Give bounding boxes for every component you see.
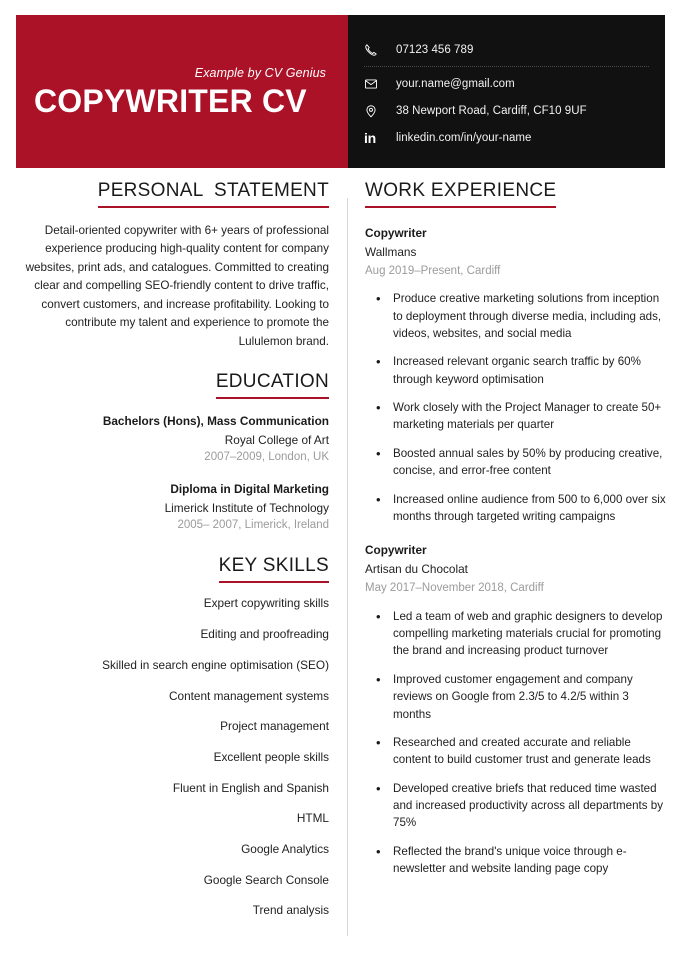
work-experience-heading: WORK EXPERIENCE (365, 180, 557, 201)
education-date: 2005– 2007, Limerick, Ireland (177, 519, 329, 532)
page-title: COPYWRITER CV (34, 83, 307, 120)
education-school: Royal College of Art (224, 433, 329, 448)
personal-statement-heading: PERSONAL STATEMENT (97, 180, 329, 201)
left-column (0, 180, 347, 947)
heading-rule (216, 397, 329, 399)
list-item: Editing and proofreading (200, 627, 329, 642)
job-entry (365, 541, 666, 877)
education-entry (16, 413, 329, 467)
list-item: • Led a team of web and graphic designers to develop compelling marketing materials crucial for promoting the brand and increasing product turnover (391, 608, 666, 660)
contact-row-linkedin[interactable] (364, 124, 649, 151)
education-heading: EDUCATION (215, 371, 329, 393)
job-date: May 2017–November 2018, Cardiff (365, 582, 544, 595)
cv-body (0, 180, 680, 947)
contact-row-phone[interactable] (364, 36, 649, 67)
contact-block (348, 15, 665, 168)
list-item: Skilled in search engine optimisation (SEO) (102, 657, 329, 672)
list-item: Google Analytics (241, 841, 329, 856)
linkedin-icon: in (364, 129, 376, 146)
key-skills-list (16, 589, 329, 927)
section-work-experience (365, 180, 666, 878)
education-date: 2007–2009, London, UK (204, 451, 329, 464)
job-entry (365, 224, 666, 525)
list-item: Excellent people skills (213, 749, 329, 764)
contact-phone-text: 07123 456 789 (396, 43, 474, 56)
header-title-block (16, 15, 348, 168)
list-item: • Reflected the brand's unique voice through e-newsletter and website landing page copy (391, 843, 666, 878)
job-company: Artisan du Chocolat (365, 562, 468, 577)
envelope-icon (364, 77, 388, 91)
education-degree: Diploma in Digital Marketing (170, 482, 329, 497)
list-item: HTML (296, 811, 329, 826)
contact-row-email[interactable] (364, 70, 649, 97)
list-item: • Improved customer engagement and company reviews on Google from 2.3/5 to 4.2/5 within 3 months (391, 671, 666, 723)
list-item: • Increased online audience from 500 to 6,000 over six months through targeted writing campaigns (391, 491, 666, 526)
right-column (347, 180, 680, 947)
section-education (16, 371, 329, 535)
job-title: Copywriter (365, 226, 427, 240)
job-bullet-list (365, 290, 666, 525)
key-skills-heading: KEY SKILLS (218, 554, 329, 576)
job-company: Wallmans (365, 244, 417, 259)
list-item: • Increased relevant organic search traffic by 60% through keyword optimisation (391, 353, 666, 388)
contact-address-text: 38 Newport Road, Cardiff, CF10 9UF (396, 104, 587, 117)
personal-statement-text: Detail-oriented copywriter with 6+ years of professional experience producing high-quality content for company websites, print ads, and catalogues. Committed to creating clear and compelling SEO-friendly content to drive traffic, convert customers, and increase profitability. Looking to contribute my talent and experience to promote the Lululemon brand. (25, 224, 329, 348)
section-personal-statement (16, 180, 329, 351)
job-bullet-list (365, 608, 666, 878)
heading-rule (219, 581, 329, 583)
heading-rule (98, 206, 329, 208)
list-item: • Researched and created accurate and reliable content to build customer trust and generate leads (391, 734, 666, 769)
phone-icon (364, 43, 388, 57)
list-item: Content management systems (169, 688, 329, 703)
list-item: • Produce creative marketing solutions from inception to deployment through diverse media, including ads, videos, websites, and social media (391, 290, 666, 342)
cv-header (16, 15, 665, 168)
byline: Example by CV Genius (194, 66, 326, 81)
list-item: • Boosted annual sales by 50% by producing creative, concise, and error-free content (391, 445, 666, 480)
contact-email-text: your.name@gmail.com (396, 77, 515, 90)
contact-row-address[interactable] (364, 97, 649, 124)
list-item: Expert copywriting skills (203, 596, 329, 611)
location-pin-icon (364, 104, 388, 118)
list-item: Trend analysis (252, 903, 329, 918)
job-title: Copywriter (365, 543, 427, 558)
job-date: Aug 2019–Present, Cardiff (365, 264, 501, 277)
education-school: Limerick Institute of Technology (164, 500, 329, 515)
list-item: • Developed creative briefs that reduced time wasted and increased productivity across all departments by 75% (391, 780, 666, 832)
list-item: Project management (220, 719, 329, 734)
list-item: Fluent in English and Spanish (172, 780, 329, 795)
list-item: • Work closely with the Project Manager to create 50+ marketing materials per quarter (391, 399, 666, 434)
education-entry (16, 481, 329, 535)
contact-linkedin-text: linkedin.com/in/your-name (396, 131, 532, 144)
education-degree: Bachelors (Hons), Mass Communication (102, 414, 329, 429)
heading-rule (365, 206, 556, 208)
section-key-skills (16, 555, 329, 927)
list-item: Google Search Console (203, 872, 329, 887)
